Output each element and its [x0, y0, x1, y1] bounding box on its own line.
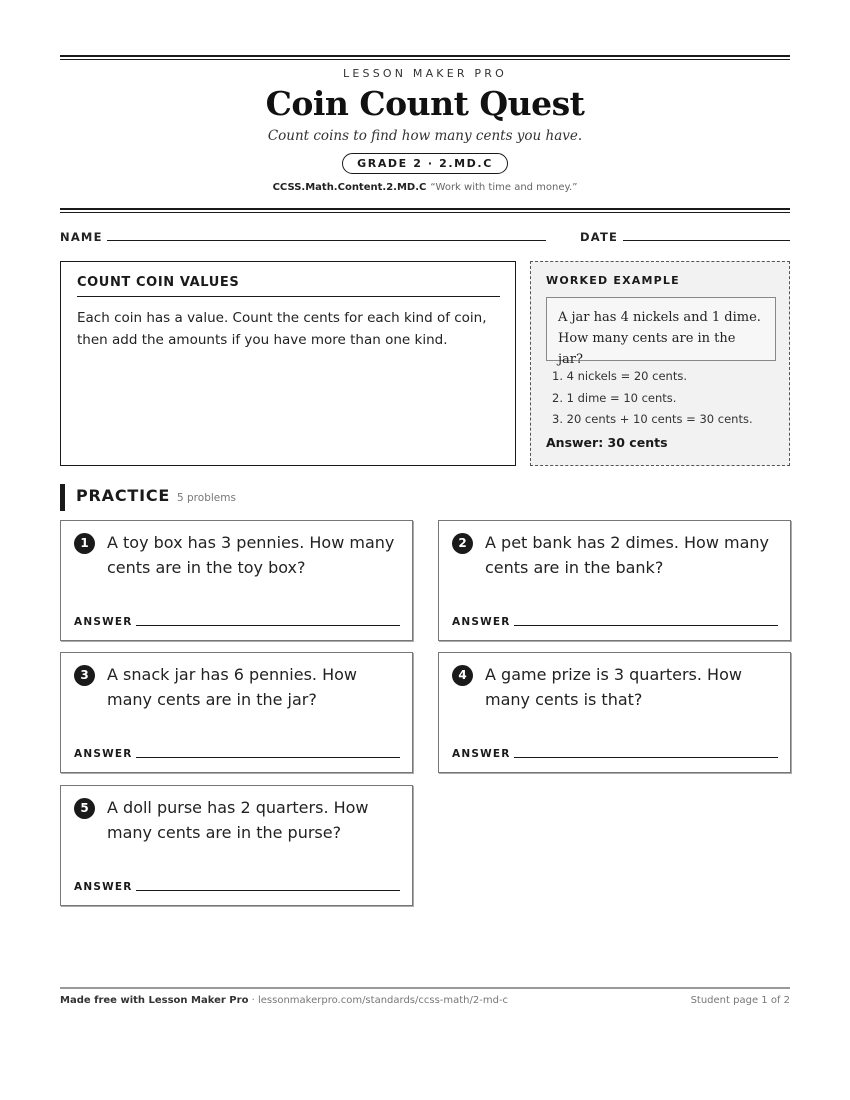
- answer-field[interactable]: [514, 757, 778, 758]
- answer-label: ANSWER: [74, 748, 133, 760]
- practice-accent-bar: [60, 484, 65, 511]
- practice-count: 5 problems: [177, 492, 236, 504]
- problem-card-3: [60, 652, 413, 773]
- name-label: NAME: [60, 230, 103, 244]
- problem-number: 4: [452, 665, 473, 686]
- answer-label: ANSWER: [452, 748, 511, 760]
- worked-example-step: 2. 1 dime = 10 cents.: [552, 390, 677, 405]
- worked-example-box: [530, 261, 790, 466]
- problem-text: A snack jar has 6 pennies. How many cents are in the jar?: [107, 665, 357, 709]
- concept-body: Each coin has a value. Count the cents for each kind of coin, then add the amounts if you have more than one kind.: [77, 310, 487, 348]
- problem-text: A game prize is 3 quarters. How many cents is that?: [485, 665, 742, 709]
- brand-name: LESSON MAKER PRO: [343, 67, 507, 80]
- answer-label: ANSWER: [74, 881, 133, 893]
- worked-example-step: 1. 4 nickels = 20 cents.: [552, 369, 687, 383]
- problem-number: 3: [74, 665, 95, 686]
- concept-title: COUNT COIN VALUES: [77, 275, 500, 297]
- page-title: Coin Count Quest: [265, 84, 585, 123]
- worked-example-steps: [552, 366, 753, 431]
- practice-title: PRACTICE: [76, 486, 171, 505]
- footer-rule: [60, 987, 790, 989]
- problem-text: A pet bank has 2 dimes. How many cents are in the bank?: [485, 533, 770, 577]
- page-subtitle: Count coins to find how many cents you have.: [267, 128, 583, 144]
- standard-line: [60, 182, 790, 193]
- footer-url[interactable]: · lessonmakerpro.com/standards/ccss-math/2-md-c: [248, 995, 509, 1006]
- worked-example-step: 3. 20 cents + 10 cents = 30 cents.: [552, 412, 753, 426]
- answer-field[interactable]: [136, 757, 400, 758]
- worked-example-title: WORKED EXAMPLE: [546, 274, 680, 287]
- problem-card-2: [438, 520, 791, 641]
- worked-example-answer: Answer: 30 cents: [546, 435, 668, 450]
- answer-label: ANSWER: [74, 616, 133, 628]
- problem-card-4: [438, 652, 791, 773]
- problem-text: A doll purse has 2 quarters. How many cents are in the purse?: [107, 798, 369, 842]
- worksheet-page: [60, 0, 790, 1100]
- name-field[interactable]: [107, 240, 546, 241]
- answer-field[interactable]: [136, 890, 400, 891]
- footer-credit: [60, 995, 508, 1006]
- concept-box: [60, 261, 516, 466]
- header-top-rule: [60, 55, 790, 60]
- grade-badge-wrap: [60, 152, 790, 174]
- date-label: DATE: [580, 230, 619, 244]
- answer-field[interactable]: [136, 625, 400, 626]
- standard-quote: “Work with time and money.”: [430, 182, 578, 193]
- answer-field[interactable]: [514, 625, 778, 626]
- problem-card-5: [60, 785, 413, 906]
- grade-badge: GRADE 2 · 2.MD.C: [342, 153, 508, 174]
- footer-page-number: Student page 1 of 2: [690, 995, 790, 1006]
- footer-made-with: Made free with Lesson Maker Pro: [60, 995, 249, 1006]
- standard-code: CCSS.Math.Content.2.MD.C: [272, 182, 427, 193]
- problem-text: A toy box has 3 pennies. How many cents are in the toy box?: [107, 533, 395, 577]
- problem-number: 1: [74, 533, 95, 554]
- worked-example-prompt: A jar has 4 nickels and 1 dime. How many cents are in the jar?: [546, 297, 776, 361]
- problem-number: 5: [74, 798, 95, 819]
- problem-number: 2: [452, 533, 473, 554]
- problem-card-1: [60, 520, 413, 641]
- answer-label: ANSWER: [452, 616, 511, 628]
- header-bottom-rule: [60, 208, 790, 213]
- date-field[interactable]: [623, 240, 790, 241]
